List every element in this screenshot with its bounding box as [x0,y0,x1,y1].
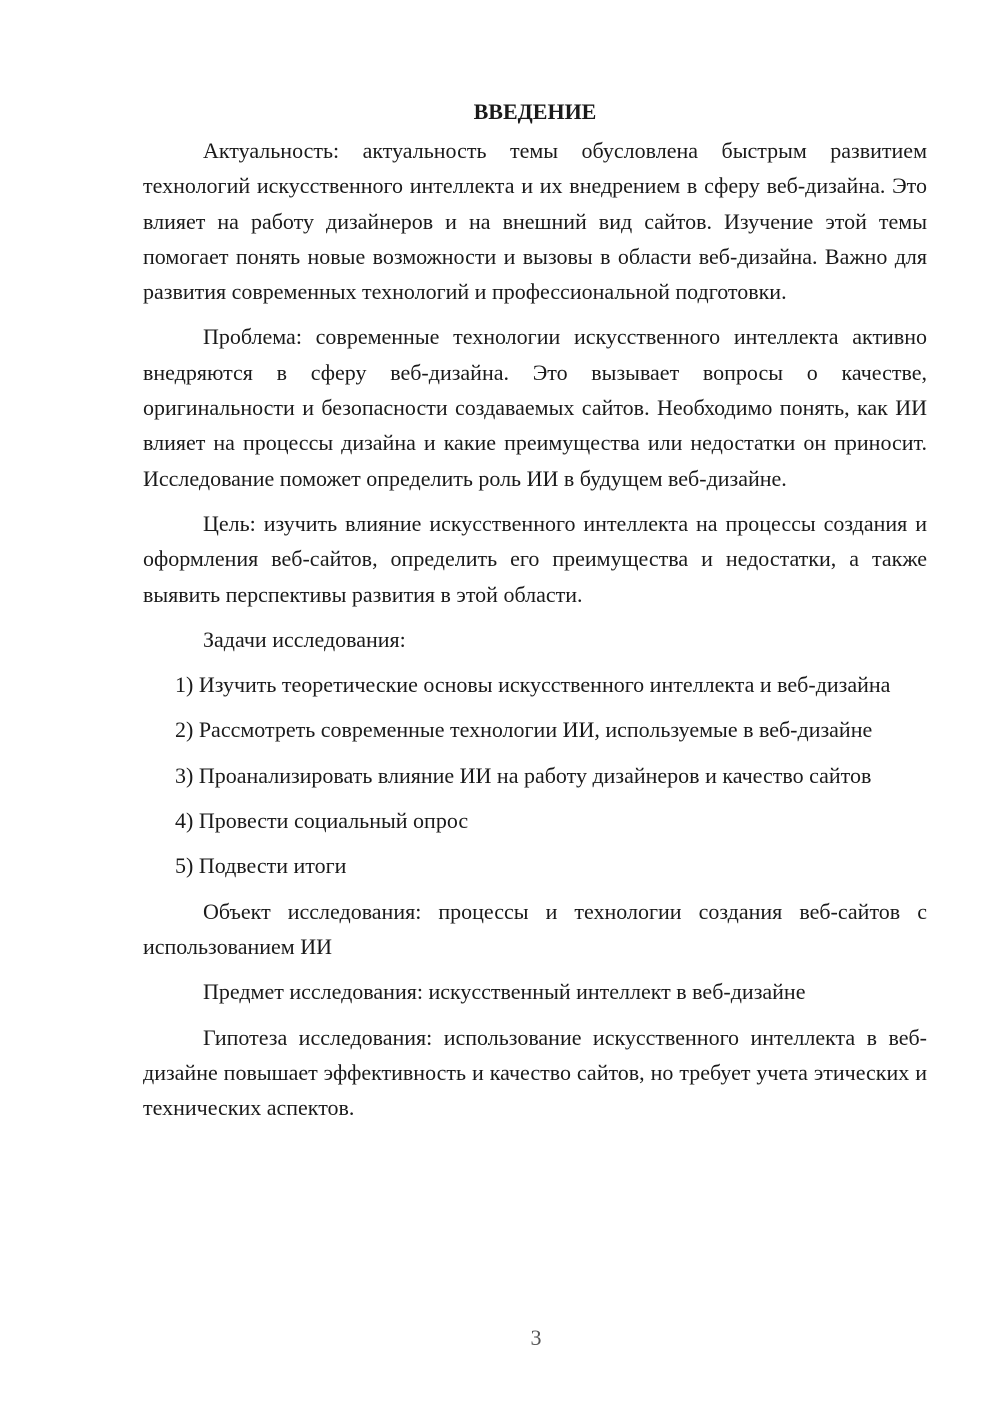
paragraph-goal: Цель: изучить влияние искусственного интеллекта на процессы создания и оформления веб-сайтов, определить его преимущества и недостатки, а также выявить перспективы развития в этой области. [143,510,927,607]
page-title: ВВЕДЕНИЕ [473,99,597,124]
paragraph-subject: Предмет исследования: искусственный интеллект в веб-дизайне [203,979,806,1005]
paragraph-object: Объект исследования: процессы и технологии создания веб-сайтов с использованием ИИ [143,898,927,959]
task-item: 4) Провести социальный опрос [175,808,469,834]
paragraph-problem: Проблема: современные технологии искусственного интеллекта активно внедряются в сферу веб-дизайна. Это вызывает вопросы о качестве, оригинальности и безопасности создаваемых сайтов. Необходимо понять, как ИИ влияет на процессы дизайна и какие преимущества или недостатки он приносит. Исследование поможет определить роль ИИ в будущем веб-дизайне. [143,324,927,491]
task-item: 2) Рассмотреть современные технологии ИИ, используемые в веб-дизайне [175,717,873,743]
page-content [143,94,927,1135]
task-item: 3) Проанализировать влияние ИИ на работу дизайнеров и качество сайтов [175,762,872,788]
paragraph-relevance: Актуальность: актуальность темы обусловлена быстрым развитием технологий искусственного интеллекта и их внедрением в сферу веб-дизайна. Это влияет на работу дизайнеров и на внешний вид сайтов. Изучение этой темы помогает понять новые возможности и вызовы в области веб-дизайна. Важно для развития современных технологий и профессиональной подготовки. [143,138,927,305]
tasks-heading: Задачи исследования: [203,626,406,652]
task-item: 1) Изучить теоретические основы искусственного интеллекта и веб-дизайна [175,672,891,698]
task-item: 5) Подвести итоги [175,853,347,879]
paragraph-hypothesis: Гипотеза исследования: использование искусственного интеллекта в веб-дизайне повышает эффективность и качество сайтов, но требует учета этических и технических аспектов. [143,1024,927,1121]
page-number: 3 [530,1325,542,1350]
